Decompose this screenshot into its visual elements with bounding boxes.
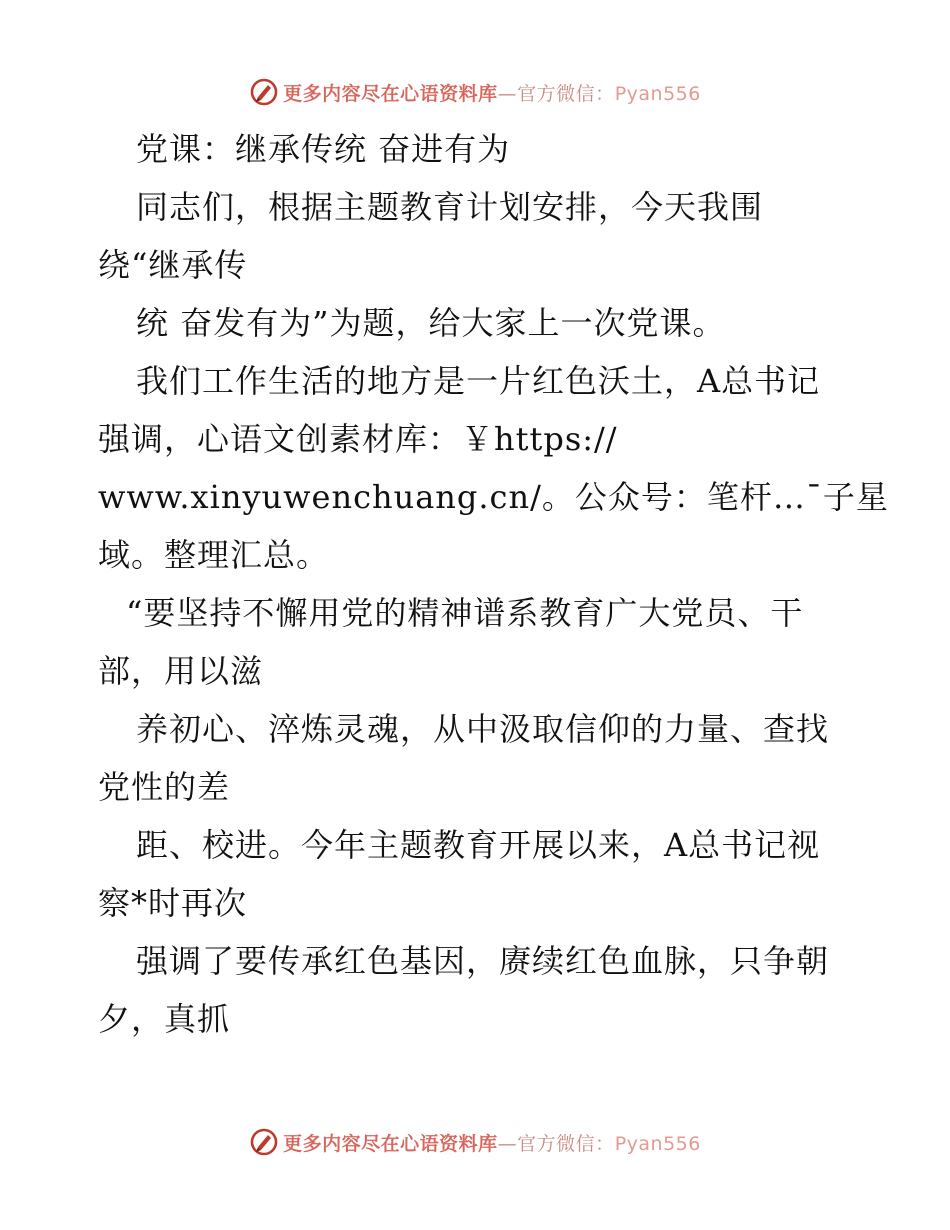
header-watermark — [0, 72, 950, 112]
doc-line: 夕，真抓 — [98, 1000, 231, 1038]
doc-line: 察*时再次 — [98, 884, 248, 922]
pen-circle-logo-icon — [249, 77, 279, 107]
doc-line: 养初心、淬炼灵魂，从中汲取信仰的力量、查找 — [136, 710, 830, 748]
doc-line: 域。整理汇总。 — [98, 536, 330, 574]
document-body — [98, 120, 889, 1048]
watermark-text: 更多内容尽在心语资料库—官方微信：Pyan556 — [283, 82, 701, 105]
watermark-text: 更多内容尽在心语资料库—官方微信：Pyan556 — [283, 1132, 701, 1155]
doc-line: 距、校进。今年主题教育开展以来，A总书记视 — [136, 826, 821, 864]
doc-title: 党课：继承传统 奋进有为 — [136, 130, 511, 168]
doc-line: 强调，心语文创素材库：￥https:// — [98, 420, 618, 458]
doc-line: “要坚持不懈用党的精神谱系教育广大党员、干 — [126, 594, 804, 632]
doc-line: 统 奋发有为”为题，给大家上一次党课。 — [136, 304, 726, 342]
footer-watermark — [0, 1122, 950, 1162]
pen-circle-logo-icon — [249, 1127, 279, 1157]
doc-line: 党性的差 — [98, 768, 231, 806]
doc-line: 强调了要传承红色基因，赓续红色血脉，只争朝 — [136, 942, 830, 980]
doc-line: 我们工作生活的地方是一片红色沃土，A总书记 — [136, 362, 821, 400]
doc-line: 部，用以滋 — [98, 652, 264, 690]
doc-line: 同志们，根据主题教育计划安排，今天我围 — [136, 188, 764, 226]
doc-line: www.xinyuwenchuang.cn/。公众号：笔杆…¯子星 — [98, 478, 889, 516]
doc-line: 绕“继承传 — [98, 246, 248, 284]
